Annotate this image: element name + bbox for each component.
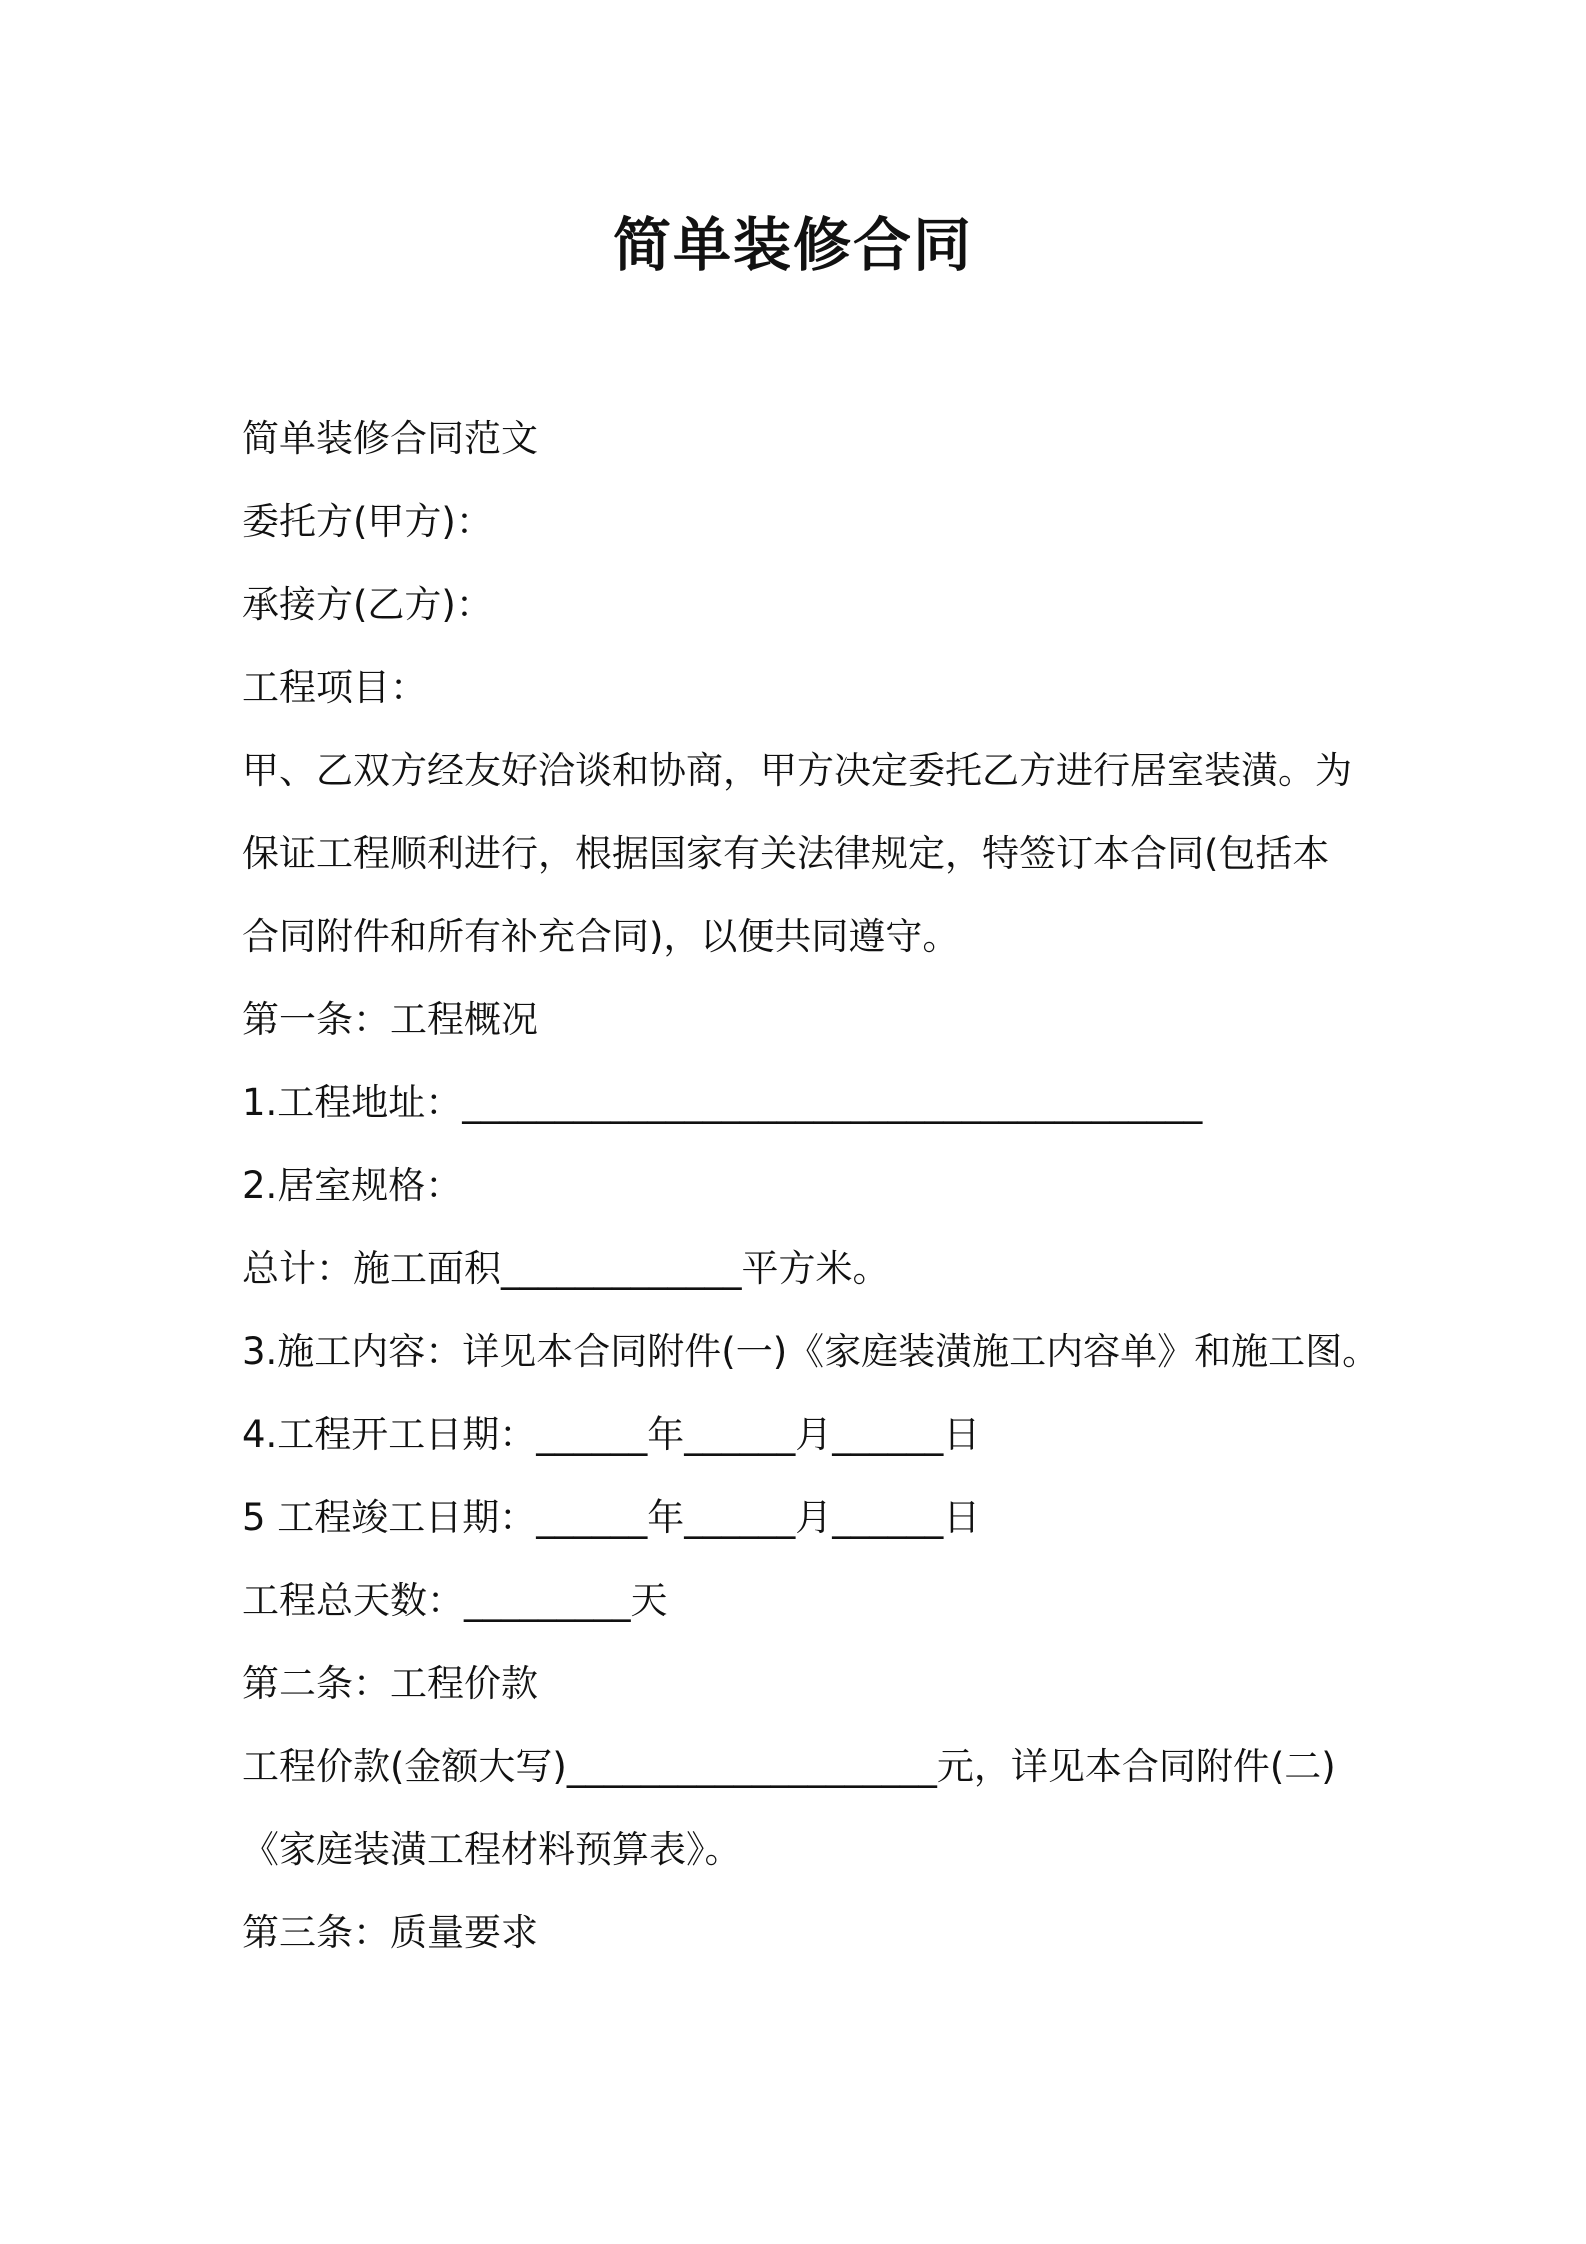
address-line: 1.工程地址：________________________________________ [242, 1081, 1203, 1124]
start-date-line: 4.工程开工日期：______年______月______日 [242, 1413, 981, 1456]
document-body [242, 397, 1392, 1974]
article-3-heading: 第三条：质量要求 [242, 1911, 538, 1954]
total-days-line: 工程总天数：_________天 [242, 1579, 668, 1622]
preamble-line-1: 甲、乙双方经友好洽谈和协商，甲方决定委托乙方进行居室装潢。为 [242, 749, 1352, 792]
room-spec-line: 2.居室规格： [242, 1164, 463, 1207]
preamble-line-2: 保证工程顺利进行，根据国家有关法律规定，特签订本合同(包括本 [242, 832, 1330, 875]
project-line: 工程项目： [242, 666, 427, 709]
party-a-line: 委托方(甲方)： [242, 500, 493, 543]
price-line-2: 《家庭装潢工程材料预算表》。 [242, 1828, 742, 1871]
article-1-heading: 第一条：工程概况 [242, 998, 538, 1041]
subtitle-line: 简单装修合同范文 [242, 417, 538, 460]
end-date-line: 5 工程竣工日期：______年______月______日 [242, 1496, 981, 1539]
preamble-line-3: 合同附件和所有补充合同)，以便共同遵守。 [242, 915, 960, 958]
content-line: 3.施工内容：详见本合同附件(一)《家庭装潢施工内容单》和施工图。 [242, 1330, 1380, 1373]
party-b-line: 承接方(乙方)： [242, 583, 493, 626]
price-line-1: 工程价款(金额大写)____________________元，详见本合同附件(二) [242, 1745, 1336, 1788]
article-2-heading: 第二条：工程价款 [242, 1662, 538, 1705]
document-title: 简单装修合同 [612, 211, 973, 279]
area-line: 总计：施工面积_____________平方米。 [242, 1247, 890, 1290]
